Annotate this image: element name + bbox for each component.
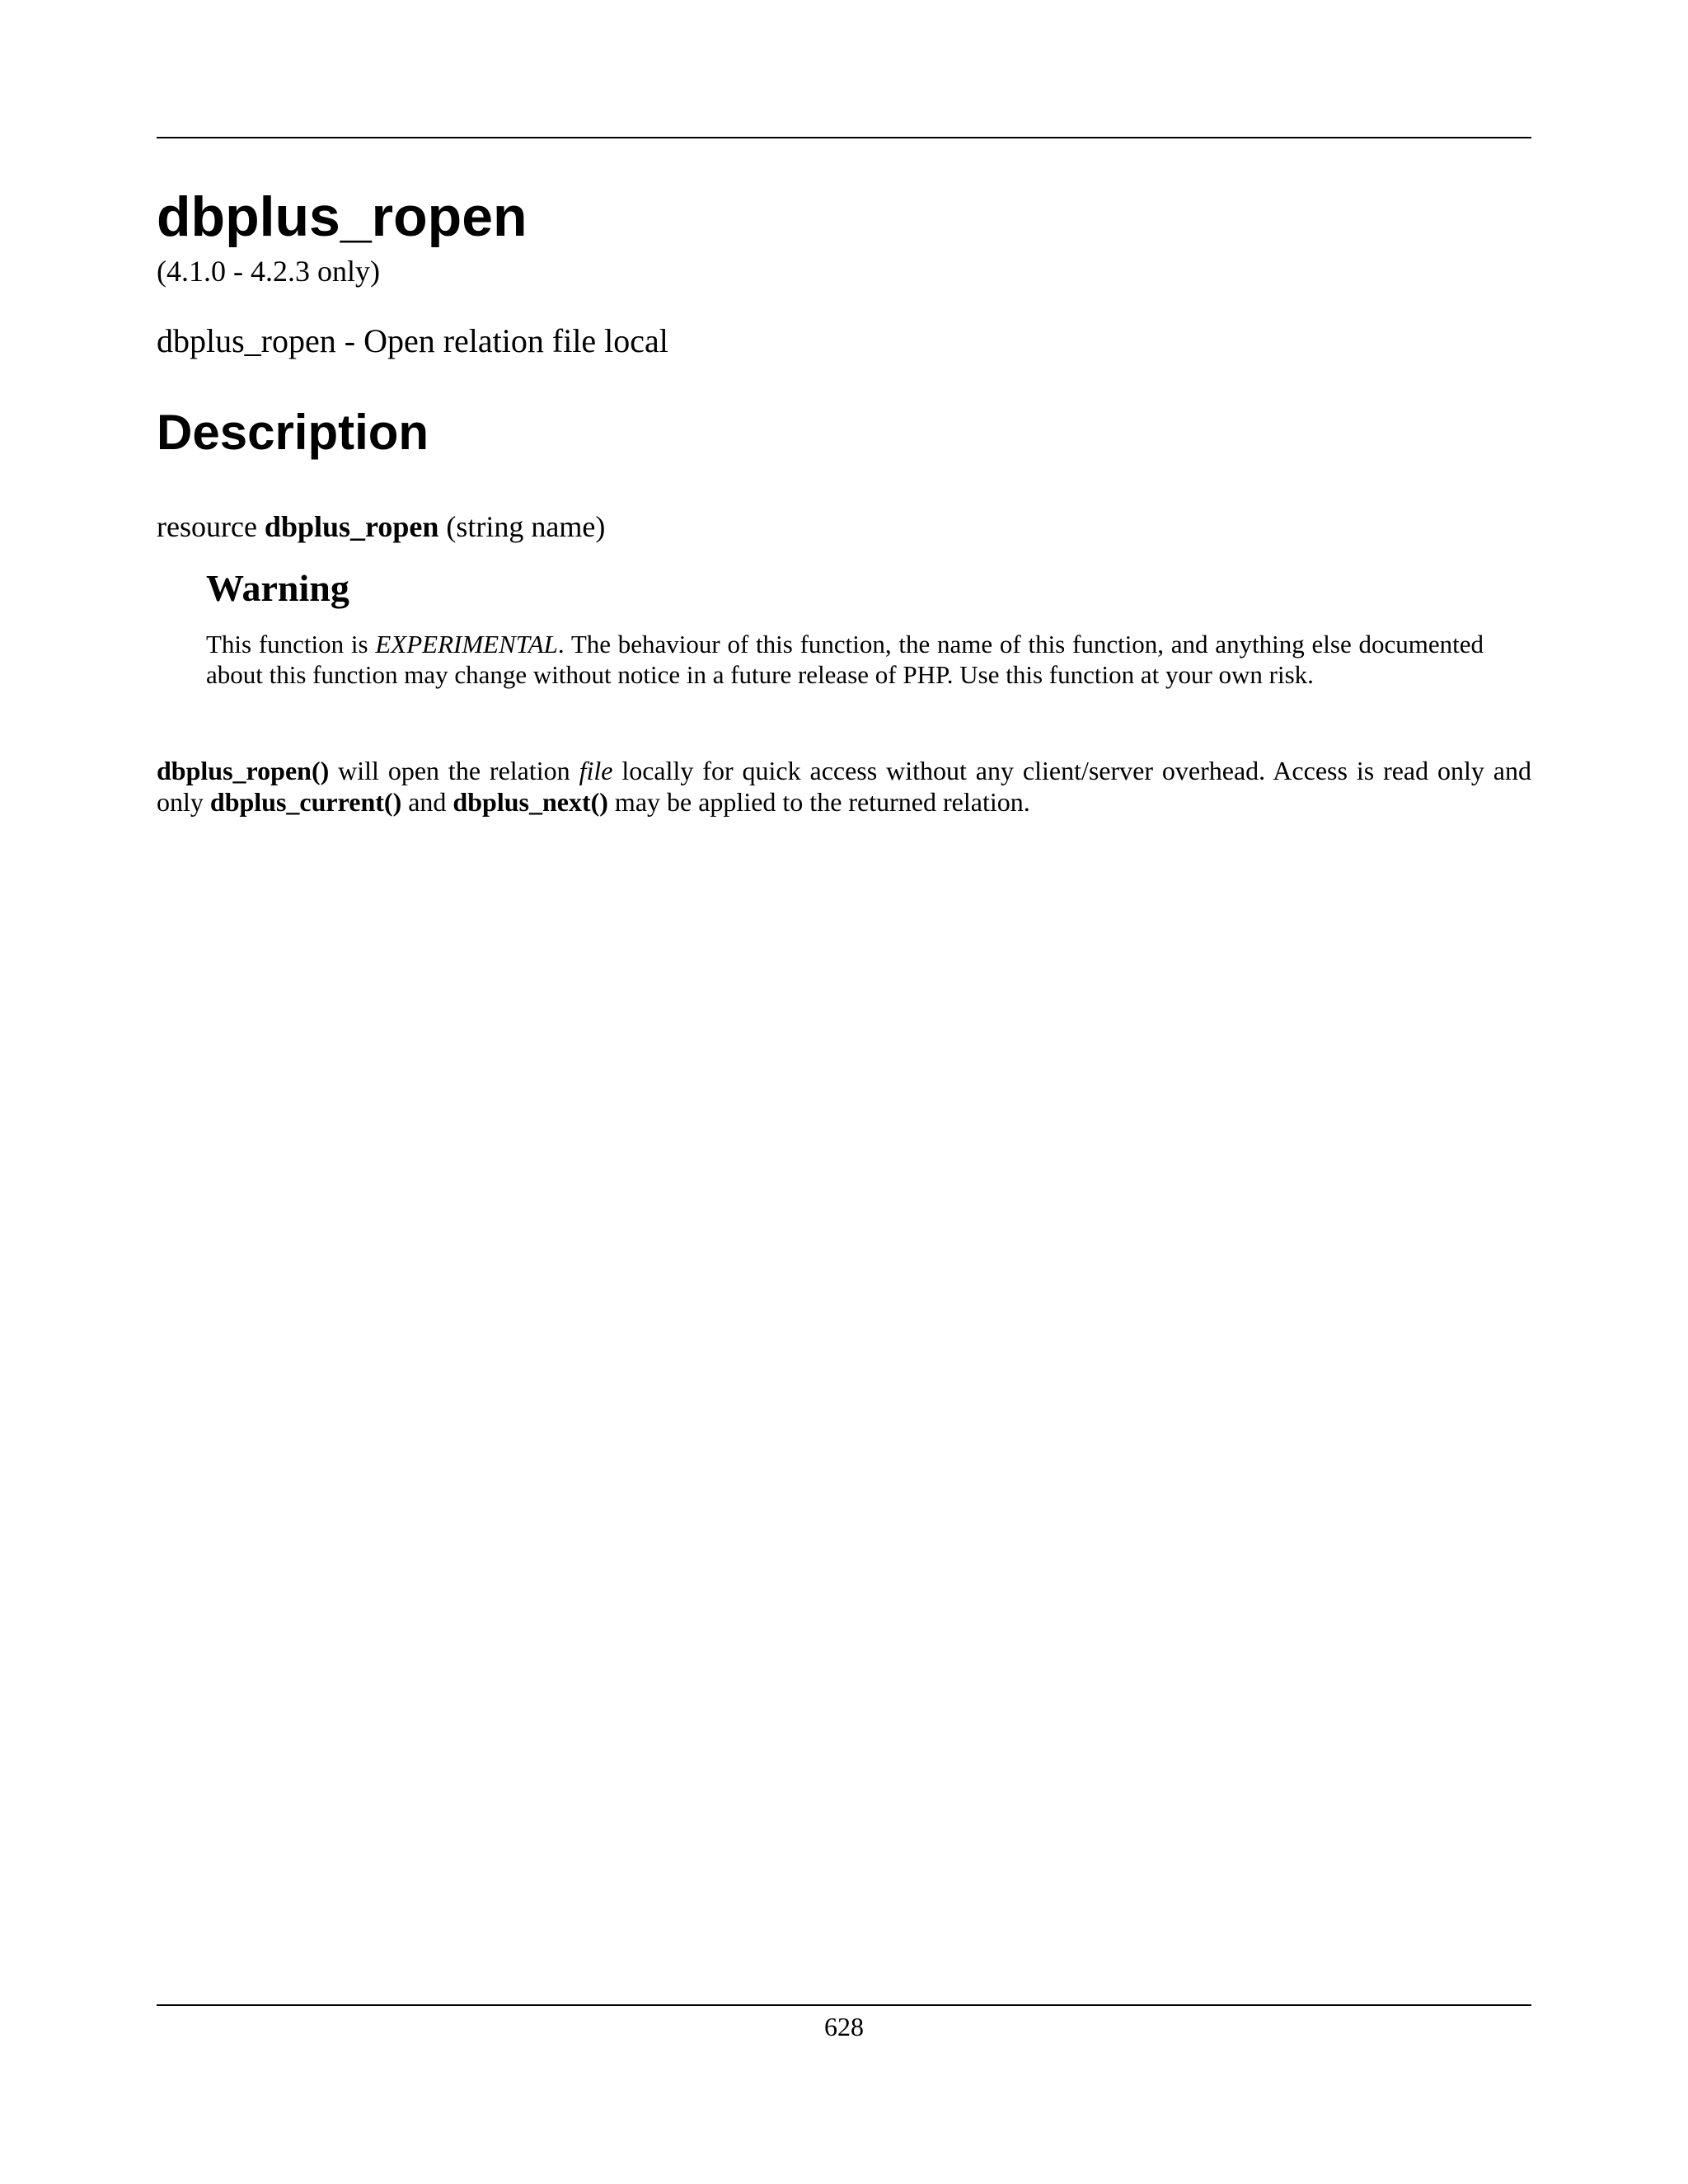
refname-purpose: dbplus_ropen - Open relation file local [157,322,668,359]
body-text-1: will open the relation [329,756,579,785]
header-rule [157,137,1531,138]
warning-text [206,629,1484,690]
description-heading: Description [157,405,429,460]
body-text-3: and [401,787,453,817]
param-ref-file: file [579,756,613,785]
function-synopsis [157,509,605,545]
warning-title: Warning [206,567,349,609]
page-title: dbplus_ropen [157,185,528,248]
function-ref-current: dbplus_current() [209,787,402,817]
function-name: dbplus_ropen [264,510,439,543]
function-ref-next: dbplus_next() [452,787,608,817]
version-info: (4.1.0 - 4.2.3 only) [157,255,380,288]
page-number: 628 [824,2012,864,2041]
warning-box [206,565,1484,690]
function-params: (string name) [446,510,606,543]
return-type: resource [157,510,257,543]
warning-text-part-2: . The behaviour of this function, the name of this function, and anything else documented about this function may change without notice in a future release of PHP. Use this function at your own risk. [206,630,1484,690]
footer-rule [157,2004,1531,2006]
function-ref-ropen: dbplus_ropen() [157,756,330,785]
body-text-4: may be applied to the returned relation. [607,787,1030,817]
body-text-2: locally for quick access without any client/server overhead. Access is read only and only [157,756,1532,817]
warning-text-part-1: This function is [206,630,376,659]
warning-emphasis: EXPERIMENTAL [375,630,558,659]
description-paragraph [157,755,1531,818]
